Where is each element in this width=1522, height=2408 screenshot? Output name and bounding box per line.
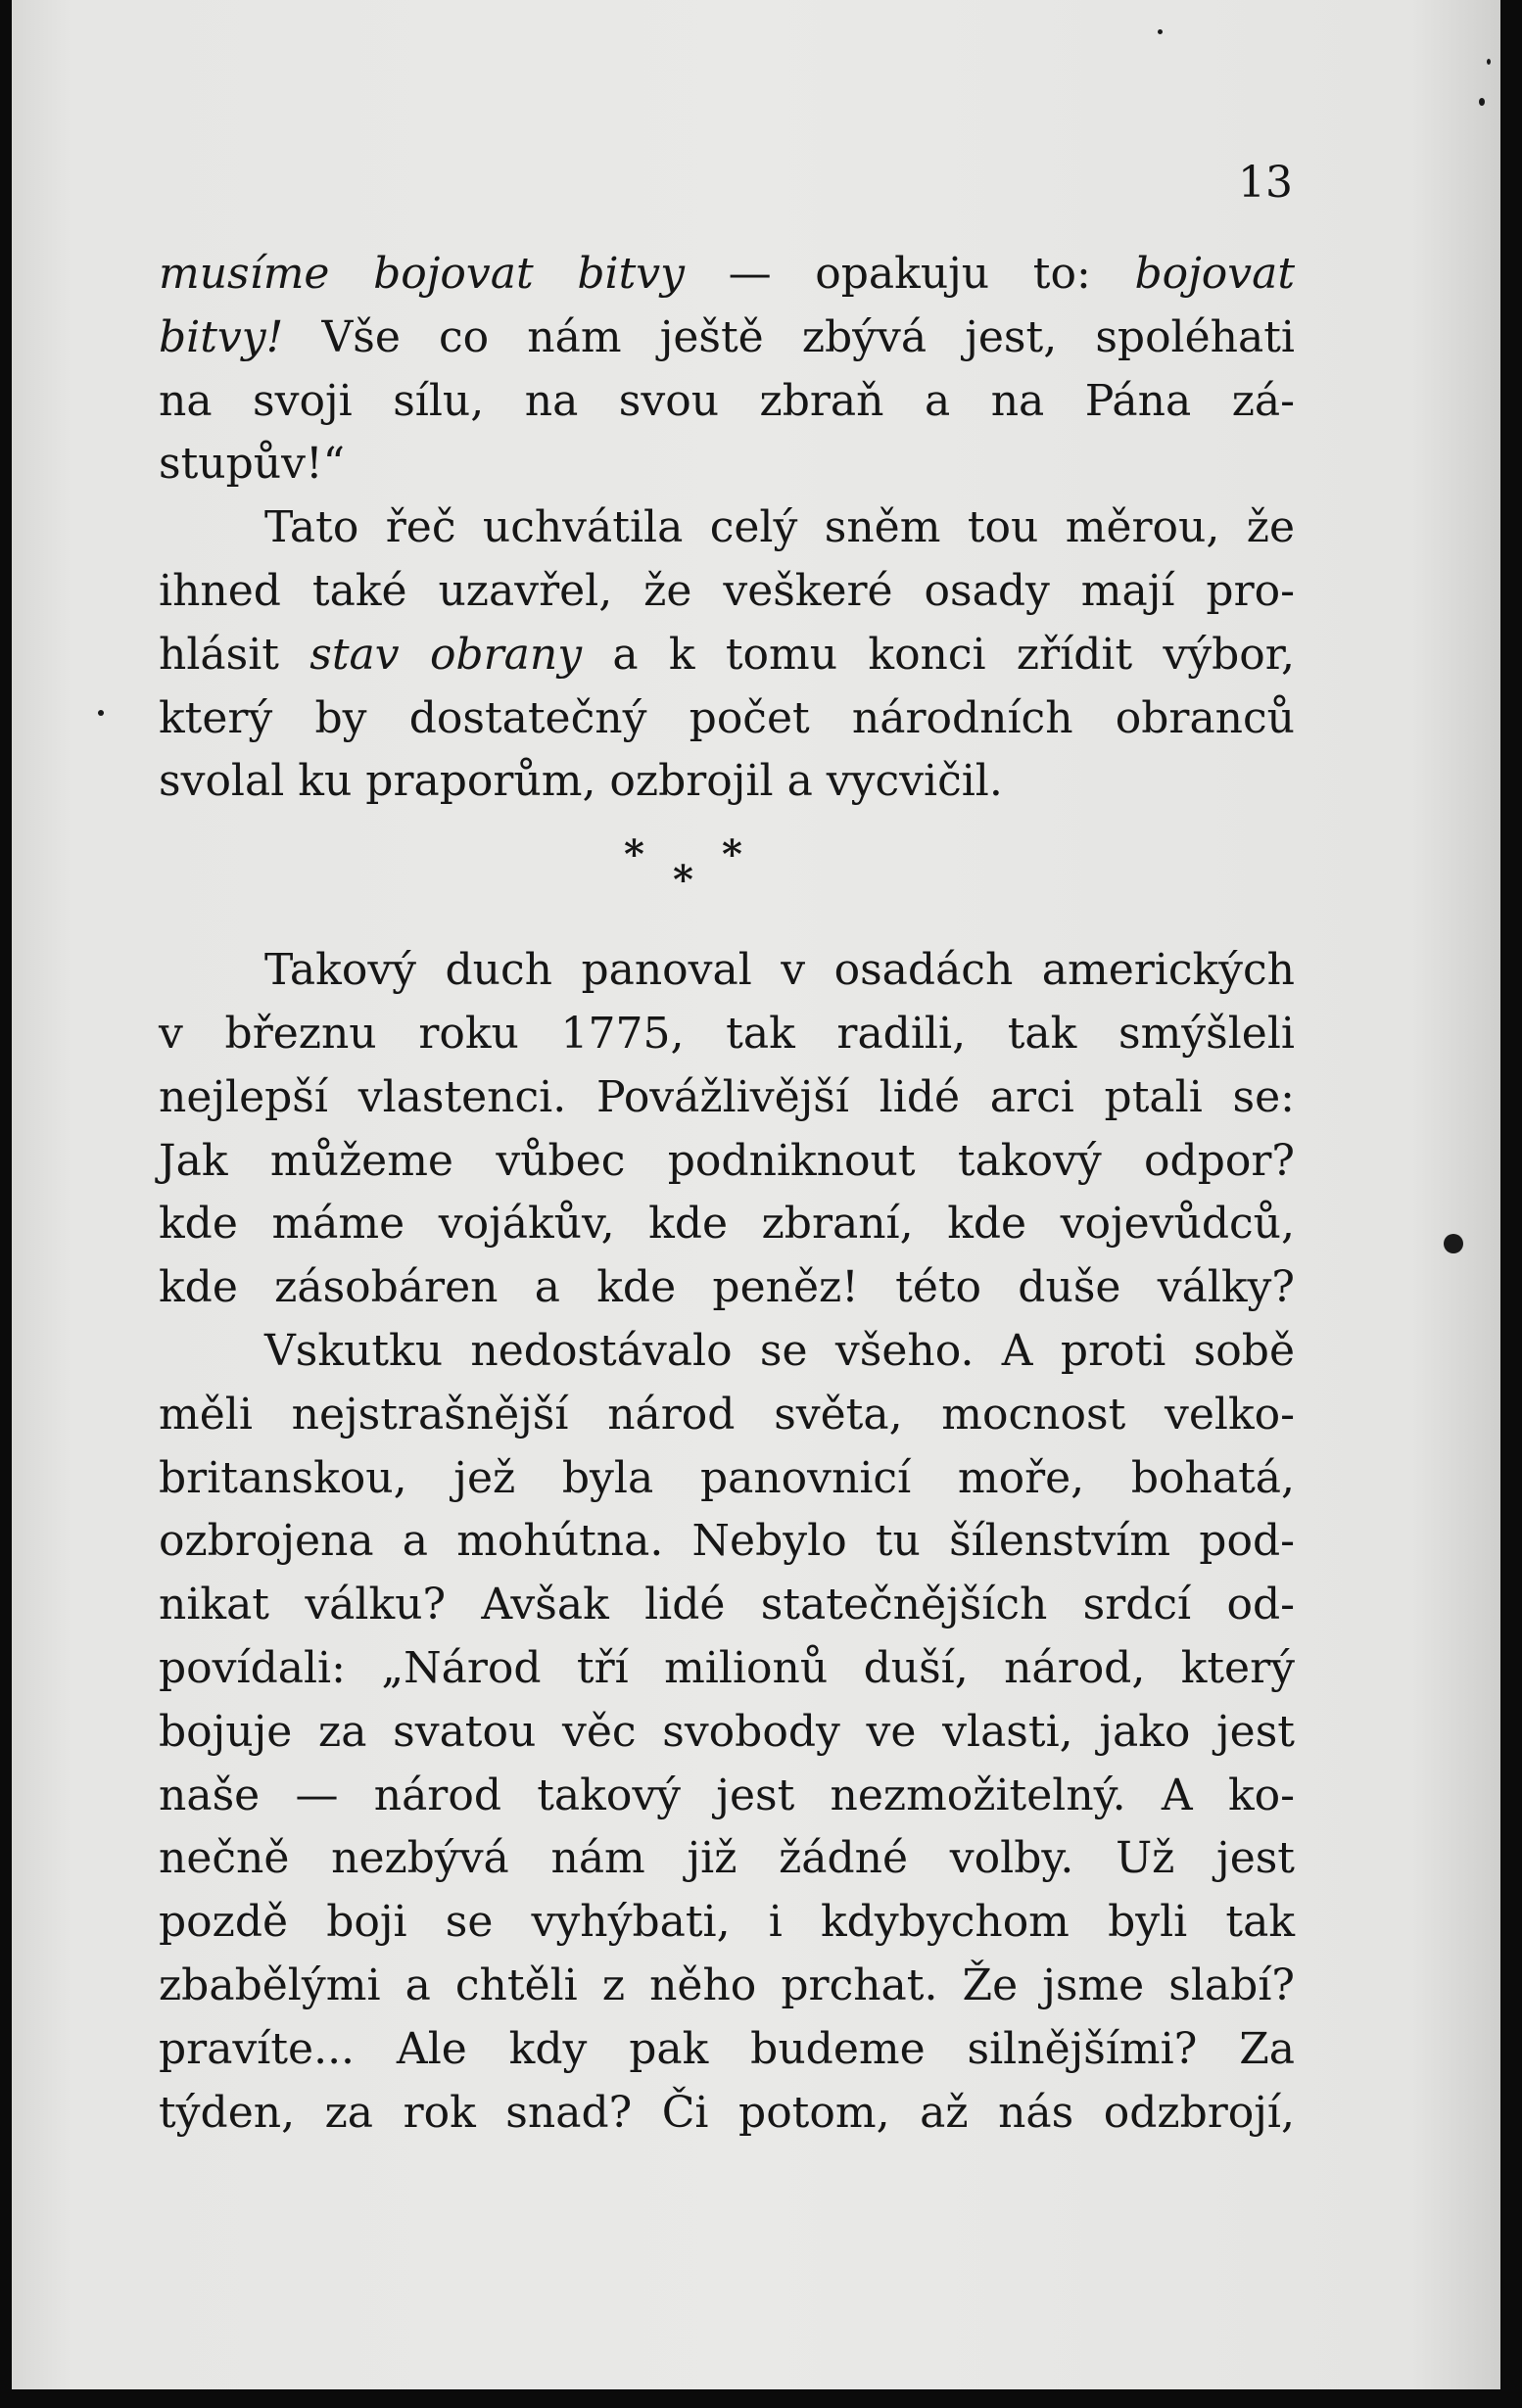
text-line xyxy=(159,624,1295,687)
text-line: bojuje za svatou věc svobody ve vlasti, jako jest xyxy=(159,1706,1295,1757)
page-number: 13 xyxy=(1238,158,1293,208)
text-line: nečně nezbývá nám již žádné volby. Už jest xyxy=(159,1833,1295,1884)
text-line: který by dostatečný počet národních obranců xyxy=(159,692,1295,743)
text-line: stupův!“ xyxy=(159,439,346,490)
text-line xyxy=(159,243,1295,307)
text-line: Jak můžeme vůbec podniknout takový odpor? xyxy=(159,1135,1295,1186)
scan-speck xyxy=(1158,29,1163,34)
text-span: — opakuju to: xyxy=(684,249,1135,299)
text-span: a k tomu konci zřídit výbor, xyxy=(582,629,1295,680)
text-line: naše — národ takový jest nezmožitelný. A ko- xyxy=(159,1770,1295,1820)
text-line: nikat válku? Avšak lidé statečnějších srdcí od- xyxy=(159,1580,1295,1630)
text-line: Tato řeč uchvátila celý sněm tou měrou, že xyxy=(264,502,1295,553)
text-line xyxy=(159,307,1295,370)
text-line: Vskutku nedostávalo se všeho. A proti sobě xyxy=(264,1325,1295,1376)
scan-speck xyxy=(1444,1234,1463,1253)
text-line: britanskou, jež byla panovnicí moře, bohatá, xyxy=(159,1452,1295,1503)
text-line: pozdě boji se vyhýbati, i kdybychom byli tak xyxy=(159,1897,1295,1948)
scan-speck xyxy=(1487,59,1491,65)
text-line: zbabělými a chtěli z něho prchat. Že jsme slabí? xyxy=(159,1959,1295,2010)
separator-asterisk: * xyxy=(624,831,644,878)
text-line: týden, za rok snad? Či potom, až nás odzbrojí, xyxy=(159,2087,1295,2138)
text-span: hlásit xyxy=(159,629,310,680)
scan-speck xyxy=(1479,98,1485,106)
text-line: nejlepší vlastenci. Povážlivější lidé arci ptali se: xyxy=(159,1071,1295,1122)
italic-phrase: musíme bojovat bitvy xyxy=(159,249,685,299)
text-line: v březnu roku 1775, tak radili, tak smýšleli xyxy=(159,1008,1295,1059)
text-line: ozbrojena a mohútna. Nebylo tu šílenstvím pod- xyxy=(159,1516,1295,1567)
separator-asterisk: * xyxy=(722,831,742,878)
text-span: Vše co nám ještě zbývá jest, spoléhati xyxy=(283,311,1295,362)
text-line: pravíte... Ale kdy pak budeme silnějšími? Za xyxy=(159,2023,1295,2074)
separator-asterisk: * xyxy=(673,857,693,904)
section-separator xyxy=(159,814,1295,939)
text-line: kde máme vojákův, kde zbraní, kde vojevůdců, xyxy=(159,1199,1295,1250)
italic-phrase: bitvy! xyxy=(159,311,284,362)
text-line: povídali: „Národ tří milionů duší, národ, který xyxy=(159,1642,1295,1693)
text-line: na svoji sílu, na svou zbraň a na Pána zá- xyxy=(159,375,1295,426)
italic-phrase: bojovat xyxy=(1134,249,1295,299)
text-line: svolal ku praporům, ozbrojil a vycvičil. xyxy=(159,756,1003,807)
text-line: Takový duch panoval v osadách amerických xyxy=(264,945,1295,996)
text-line: kde zásobáren a kde peněz! této duše války? xyxy=(159,1262,1295,1313)
text-line: měli nejstrašnější národ světa, mocnost velko- xyxy=(159,1389,1295,1440)
text-line: ihned také uzavřel, že veškeré osady mají pro- xyxy=(159,565,1295,616)
body-text xyxy=(159,243,1295,2145)
scan-speck xyxy=(98,710,104,716)
book-page xyxy=(12,0,1500,2389)
italic-phrase: stav obrany xyxy=(309,629,583,680)
